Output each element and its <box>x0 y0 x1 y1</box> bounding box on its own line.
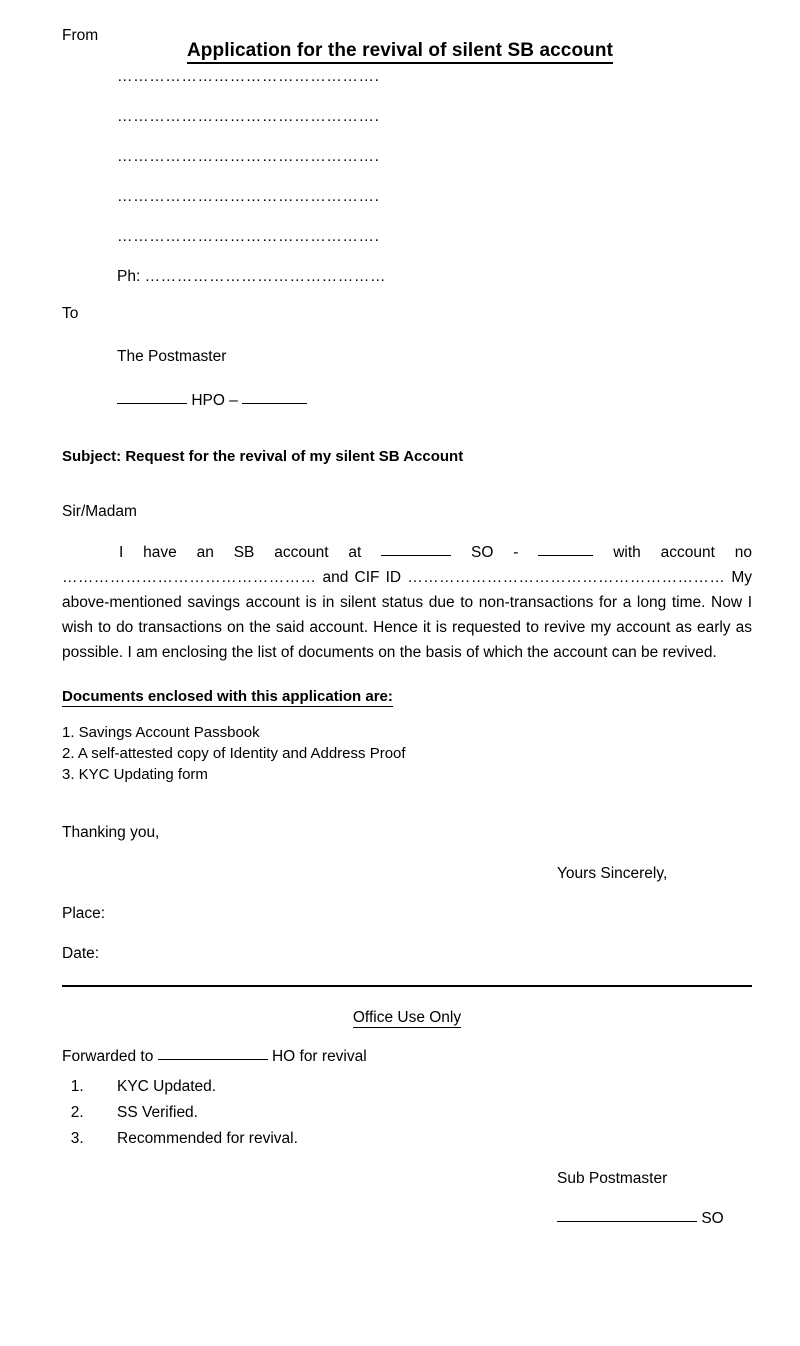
document-item-2: 2. A self-attested copy of Identity and Address Proof <box>62 744 406 762</box>
place-label: Place: <box>62 904 106 922</box>
hpo-blank-before <box>117 403 187 404</box>
document-item-1: 1. Savings Account Passbook <box>62 723 260 741</box>
document-item-3: 3. KYC Updating form <box>62 766 208 784</box>
forwarded-to-line <box>62 1048 752 1066</box>
to-label: To <box>62 304 79 322</box>
thanking-line: Thanking you, <box>62 823 160 841</box>
document-body <box>62 0 752 1228</box>
so-blank <box>557 1221 697 1222</box>
office-checklist <box>62 1078 752 1148</box>
body-seg-1: I have an SB account at <box>119 544 362 561</box>
body-seg-2: SO - <box>471 544 519 561</box>
documents-heading-text: Documents enclosed with this application are: <box>62 687 393 705</box>
body-paragraph <box>62 540 752 666</box>
documents-list <box>62 722 752 786</box>
phone-label: Ph: <box>117 267 141 285</box>
forwarded-prefix: Forwarded to <box>62 1047 154 1065</box>
forwarded-blank <box>158 1059 268 1060</box>
address-line-3: …………………………………………. <box>117 147 380 165</box>
hpo-blank-after <box>242 403 307 404</box>
office-use-heading-text: Office Use Only <box>352 1008 462 1026</box>
body-seg-3: with account no <box>613 544 752 561</box>
so-label: SO <box>701 1209 724 1227</box>
so-signature-line <box>557 1210 752 1228</box>
address-line-2: …………………………………………. <box>117 107 380 125</box>
forwarded-suffix: HO for revival <box>271 1047 367 1065</box>
office-use-heading <box>62 1009 752 1027</box>
body-seg-5: My above-mentioned savings account is in silent status due to non-transactions for a long time. Now I wish to do transactions on the said account. Hence it is requested to revive my account as early as possible. I am enclosing the list of documents on the basis of which the account can be revived. <box>62 569 753 662</box>
body-blank-so <box>381 555 451 556</box>
hpo-line <box>117 392 752 410</box>
address-line-5: …………………………………………. <box>117 227 380 245</box>
phone-dots: ……………………………………… <box>144 267 387 285</box>
subject-line: Subject: Request for the revival of my silent SB Account <box>62 448 464 465</box>
documents-heading <box>62 688 752 705</box>
page-title-text: Application for the revival of silent SB account <box>187 40 613 64</box>
from-label: From <box>62 27 99 44</box>
hpo-text: HPO – <box>191 392 238 409</box>
address-line-4: …………………………………………. <box>117 187 380 205</box>
salutation: Sir/Madam <box>62 503 137 520</box>
section-divider <box>62 985 752 987</box>
yours-sincerely: Yours Sincerely, <box>557 864 668 882</box>
body-dots-account-no: ………………………………………… <box>62 569 317 587</box>
checklist-item: 3. Recommended for revival. <box>88 1130 752 1148</box>
date-label: Date: <box>62 944 100 962</box>
body-seg-4: and CIF ID <box>322 569 402 587</box>
body-dots-cif-id: …………………………………………………… <box>407 569 726 587</box>
address-line-1: …………………………………………. <box>117 67 380 85</box>
sub-postmaster-label: Sub Postmaster <box>557 1169 668 1187</box>
checklist-item: 1. KYC Updated. <box>88 1078 752 1096</box>
body-blank-so-name <box>538 555 593 556</box>
checklist-item: 2. SS Verified. <box>88 1104 752 1122</box>
phone-line <box>117 268 752 286</box>
recipient-name: The Postmaster <box>117 348 227 365</box>
